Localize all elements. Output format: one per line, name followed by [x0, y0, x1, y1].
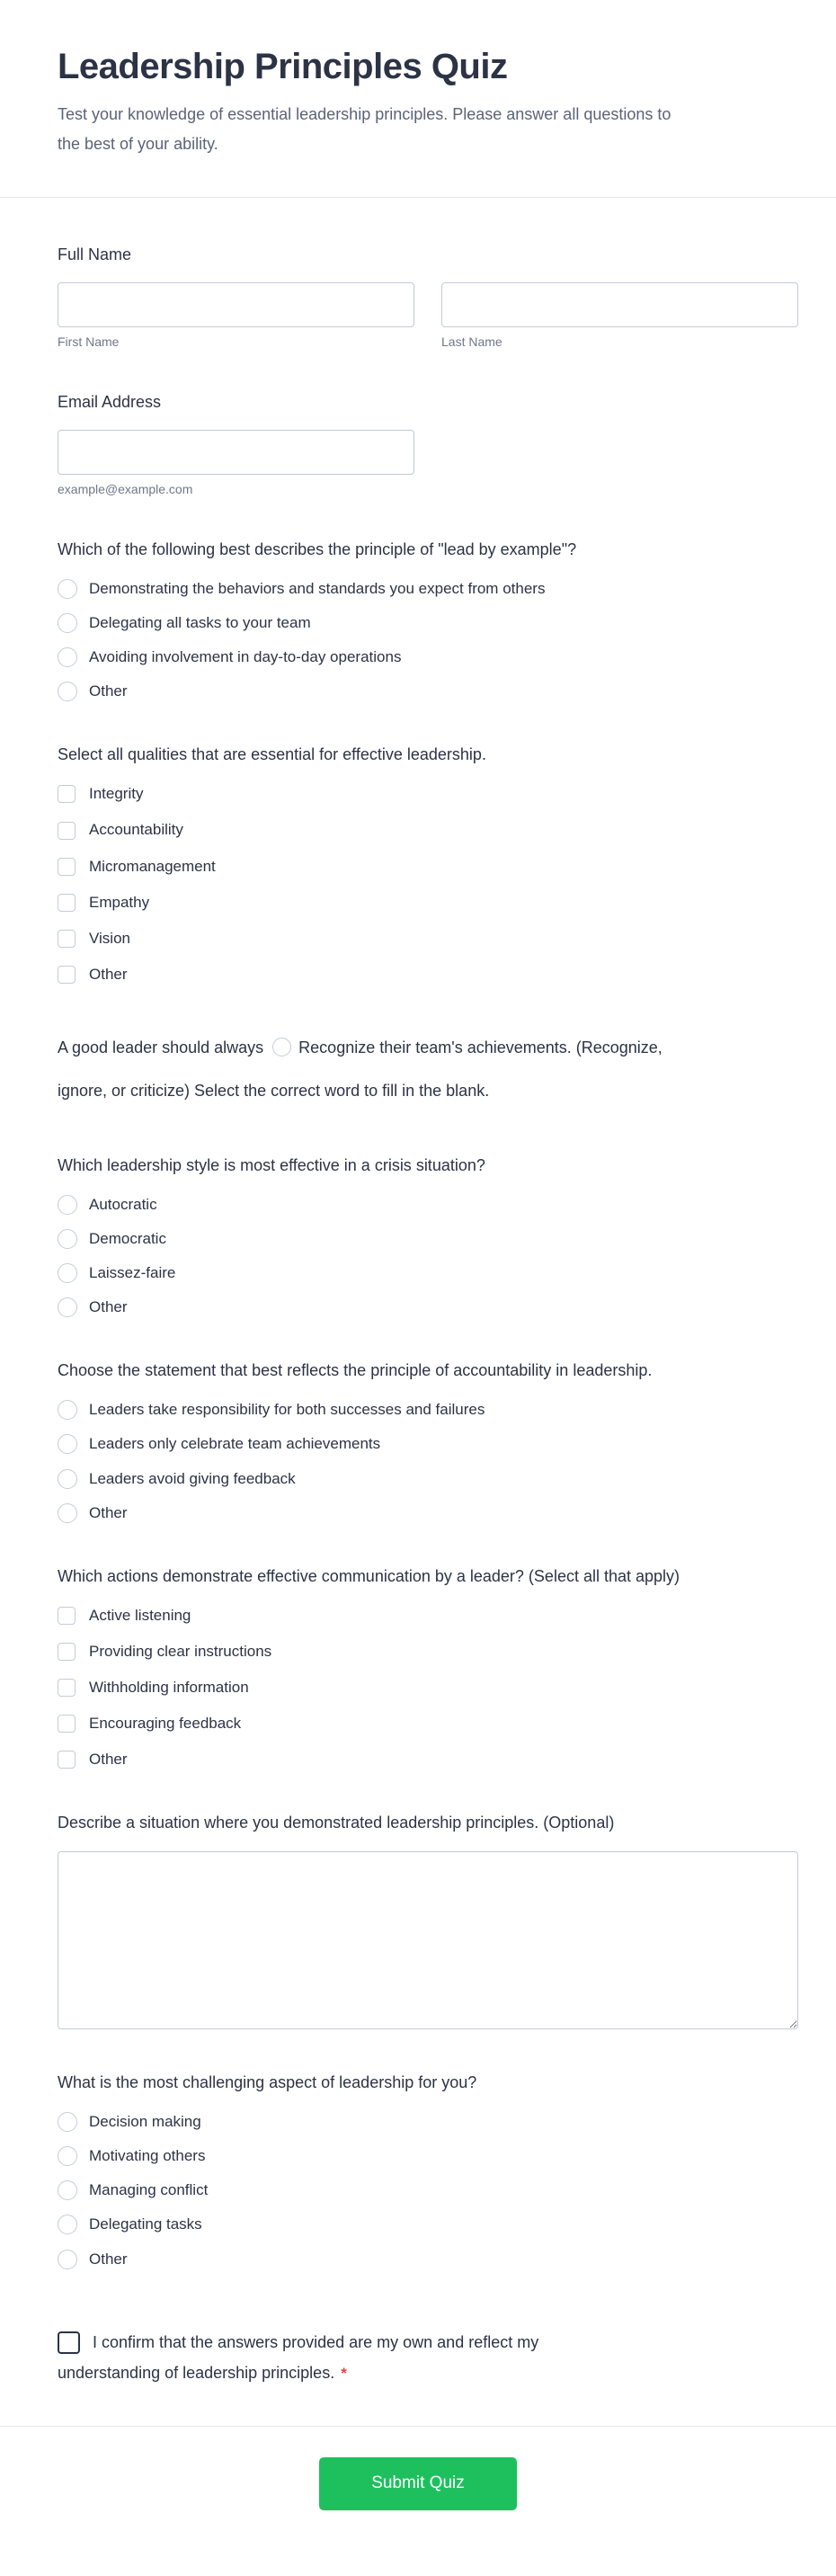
fill-blank-radio-icon[interactable] — [272, 1038, 291, 1056]
radio-option[interactable] — [58, 2112, 798, 2132]
options-list — [58, 1606, 798, 1769]
submit-section — [0, 2426, 836, 2560]
option-label: Other — [89, 1298, 128, 1316]
question-fill-in-blank — [58, 1026, 798, 1112]
radio-option[interactable] — [58, 1400, 798, 1420]
checkbox-option[interactable] — [58, 1642, 798, 1662]
radio-icon[interactable] — [58, 647, 77, 667]
checkbox-option[interactable] — [58, 929, 798, 949]
checkbox-icon[interactable] — [58, 1679, 76, 1697]
radio-icon[interactable] — [58, 579, 77, 599]
radio-option[interactable] — [58, 1263, 798, 1283]
question-label: Describe a situation where you demonstrated leadership principles. (Optional) — [58, 1814, 615, 1832]
form-header — [0, 0, 836, 198]
question-lead-by-example — [58, 538, 798, 701]
radio-icon[interactable] — [58, 613, 77, 633]
checkbox-icon[interactable] — [58, 822, 76, 840]
option-label: Active listening — [89, 1606, 191, 1624]
checkbox-option[interactable] — [58, 1750, 798, 1769]
radio-icon[interactable] — [58, 682, 77, 701]
radio-option[interactable] — [58, 1195, 798, 1215]
options-list — [58, 2112, 798, 2268]
confirmation-checkbox-row[interactable] — [58, 2327, 597, 2388]
option-label: Decision making — [89, 2113, 201, 2131]
option-label: Integrity — [89, 785, 144, 803]
checkbox-icon[interactable] — [58, 1715, 76, 1733]
fill-blank-sentence — [58, 1026, 669, 1112]
radio-option[interactable] — [58, 1297, 798, 1317]
options-list — [58, 1195, 798, 1317]
option-label: Managing conflict — [89, 2181, 209, 2199]
checkbox-option[interactable] — [58, 893, 798, 913]
confirmation-label: I confirm that the answers provided are my own and reflect my understanding of leadership principles. — [58, 2332, 539, 2382]
confirmation-checkbox-icon[interactable] — [58, 2331, 80, 2354]
field-full-name — [58, 243, 798, 349]
option-label: Democratic — [89, 1230, 166, 1248]
option-label: Providing clear instructions — [89, 1642, 272, 1660]
options-list — [58, 579, 798, 701]
radio-option[interactable] — [58, 1503, 798, 1523]
name-row — [58, 282, 798, 349]
radio-icon[interactable] — [58, 1229, 77, 1249]
question-essential-qualities — [58, 743, 798, 985]
radio-option[interactable] — [58, 613, 798, 633]
radio-icon[interactable] — [58, 1297, 77, 1317]
last-name-col — [441, 282, 798, 349]
submit-button[interactable]: Submit Quiz — [319, 2457, 517, 2510]
first-name-sublabel: First Name — [58, 334, 120, 349]
radio-option[interactable] — [58, 1434, 798, 1454]
checkbox-option[interactable] — [58, 1714, 798, 1734]
email-sublabel: example@example.com — [58, 482, 193, 496]
radio-icon[interactable] — [58, 1503, 77, 1523]
option-label: Laissez-faire — [89, 1264, 176, 1282]
question-label: Which actions demonstrate effective communication by a leader? (Select all that apply) — [58, 1566, 680, 1585]
question-label: Choose the statement that best reflects the principle of accountability in leadership. — [58, 1361, 653, 1380]
radio-option[interactable] — [58, 1229, 798, 1249]
option-label: Withholding information — [89, 1678, 249, 1696]
required-asterisk: * — [341, 2364, 347, 2382]
option-label: Encouraging feedback — [89, 1714, 242, 1732]
form-title: Leadership Principles Quiz — [58, 47, 508, 86]
email-input[interactable] — [58, 430, 414, 475]
checkbox-icon[interactable] — [58, 785, 76, 803]
checkbox-icon[interactable] — [58, 894, 76, 912]
radio-option[interactable] — [58, 647, 798, 667]
option-label: Avoiding involvement in day-to-day operations — [89, 648, 402, 666]
radio-icon[interactable] — [58, 1469, 77, 1489]
option-label: Leaders only celebrate team achievements — [89, 1435, 381, 1453]
option-label: Micromanagement — [89, 857, 216, 875]
option-label: Other — [89, 1503, 128, 1521]
radio-icon[interactable] — [58, 2250, 77, 2269]
option-label: Other — [89, 1751, 128, 1769]
option-label: Other — [89, 2250, 128, 2268]
fill-blank-text-before: A good leader should always — [58, 1038, 264, 1056]
radio-option[interactable] — [58, 579, 798, 599]
option-label: Leaders take responsibility for both successes and failures — [89, 1401, 485, 1419]
fill-blank-option-text: Recognize their team's achievements. (Recognize, ignore, or criticize) Select the correct word to fill in the blank. — [58, 1038, 663, 1100]
option-label: Motivating others — [89, 2147, 206, 2165]
checkbox-icon[interactable] — [58, 858, 76, 876]
radio-option[interactable] — [58, 2180, 798, 2200]
full-name-label: Full Name — [58, 245, 132, 263]
radio-option[interactable] — [58, 2250, 798, 2269]
field-email — [58, 390, 798, 496]
checkbox-option[interactable] — [58, 1606, 798, 1626]
last-name-input[interactable] — [441, 282, 798, 327]
option-label: Delegating all tasks to your team — [89, 614, 311, 632]
checkbox-icon[interactable] — [58, 1607, 76, 1625]
checkbox-icon[interactable] — [58, 1643, 76, 1661]
checkbox-option[interactable] — [58, 820, 798, 840]
option-label: Accountability — [89, 821, 183, 839]
checkbox-option[interactable] — [58, 784, 798, 804]
form-subtitle: Test your knowledge of essential leadership principles. Please answer all questions to the best of your ability. — [58, 105, 671, 153]
radio-icon[interactable] — [58, 1195, 77, 1215]
checkbox-option[interactable] — [58, 965, 798, 985]
option-label: Other — [89, 965, 128, 983]
question-label: What is the most challenging aspect of leadership for you? — [58, 2073, 477, 2092]
checkbox-icon[interactable] — [58, 966, 76, 984]
question-communication — [58, 1564, 798, 1769]
option-label: Demonstrating the behaviors and standards you expect from others — [89, 580, 546, 597]
email-label: Email Address — [58, 393, 162, 411]
radio-option[interactable] — [58, 1469, 798, 1489]
question-label: Which of the following best describes the principle of "lead by example"? — [58, 540, 577, 558]
checkbox-icon[interactable] — [58, 930, 76, 948]
checkbox-icon[interactable] — [58, 1751, 76, 1769]
checkbox-option[interactable] — [58, 857, 798, 877]
first-name-input[interactable] — [58, 282, 414, 327]
essay-textarea[interactable] — [58, 1851, 798, 2029]
option-label: Delegating tasks — [89, 2215, 202, 2233]
question-crisis-style — [58, 1154, 798, 1317]
option-label: Vision — [89, 929, 130, 947]
last-name-sublabel: Last Name — [441, 334, 502, 349]
question-accountability — [58, 1359, 798, 1522]
first-name-col — [58, 282, 414, 349]
radio-icon[interactable] — [58, 1263, 77, 1283]
radio-icon[interactable] — [58, 2146, 77, 2166]
radio-option[interactable] — [58, 682, 798, 701]
question-label: Select all qualities that are essential for effective leadership. — [58, 745, 486, 764]
question-describe-situation — [58, 1811, 798, 2029]
option-label: Other — [89, 682, 128, 700]
options-list — [58, 784, 798, 985]
radio-icon[interactable] — [58, 2215, 77, 2234]
radio-icon[interactable] — [58, 2180, 77, 2200]
question-most-challenging — [58, 2071, 798, 2268]
radio-option[interactable] — [58, 2215, 798, 2234]
radio-option[interactable] — [58, 2146, 798, 2166]
options-list — [58, 1400, 798, 1522]
radio-icon[interactable] — [58, 1400, 77, 1420]
option-label: Leaders avoid giving feedback — [89, 1469, 296, 1487]
radio-icon[interactable] — [58, 2112, 77, 2132]
option-label: Autocratic — [89, 1195, 157, 1213]
form-body — [0, 198, 836, 2388]
radio-icon[interactable] — [58, 1434, 77, 1454]
checkbox-option[interactable] — [58, 1678, 798, 1698]
option-label: Empathy — [89, 893, 150, 911]
question-label: Which leadership style is most effective in a crisis situation? — [58, 1155, 485, 1174]
